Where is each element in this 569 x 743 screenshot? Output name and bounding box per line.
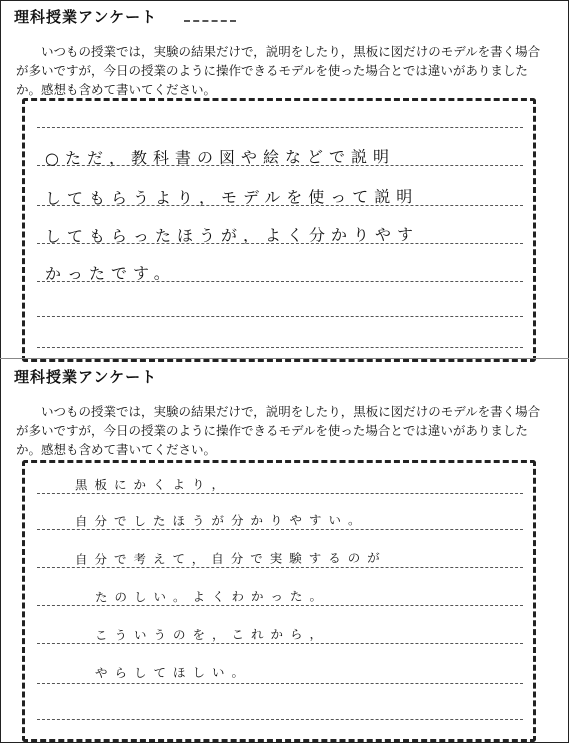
answer-rule [37,683,523,684]
instructions-text: いつもの授業では，実験の結果だけで，説明をしたり，黒板に図だけのモデルを書く場合が多いですが，今日の授業のように操作できるモデルを使った場合とでは違いがありましたか。感想も含めて書いてください。 [16,404,541,457]
answer-rule [37,719,523,720]
survey-title: 理科授業アンケート [14,8,158,26]
handwritten-line: 自分で考えて，自分で実験するのが [74,550,387,567]
handwritten-line: 自分でしたほうが分かりやすい。 [74,512,368,529]
handwritten-line: こういうのを，これから， [94,626,330,643]
instructions-text: いつもの授業では，実験の結果だけで，説明をしたり，黒板に図だけのモデルを書く場合が多いですが，今日の授業のように操作できるモデルを使った場合とでは違いがありましたか。感想も含めて書いてください。 [16,44,541,97]
handwritten-line: たのしい。よくわかった。 [94,588,330,605]
answer-box [22,460,536,742]
instructions [16,402,544,459]
handwritten-line: かったです。 [44,263,176,284]
sheet-divider [0,358,569,359]
handwritten-line: 黒板にかくより， [74,476,232,493]
handwritten-line: してもらったほうが，よく分かりやす [44,225,420,246]
survey-sheet-2 [4,362,564,740]
handwritten-line: してもらうより，モデルを使って説明 [44,187,419,208]
answer-rule [37,347,523,348]
title-underline [184,20,236,22]
answer-rule [37,127,523,128]
answer-rule [37,316,523,317]
survey-sheet-1 [4,2,564,358]
instructions [16,42,544,99]
handwritten-line: ○ただ，教科書の図や絵などで説明 [44,147,396,168]
handwritten-line: やらしてほしい。 [94,664,252,681]
answer-box [22,98,536,362]
survey-title: 理科授業アンケート [14,368,158,386]
